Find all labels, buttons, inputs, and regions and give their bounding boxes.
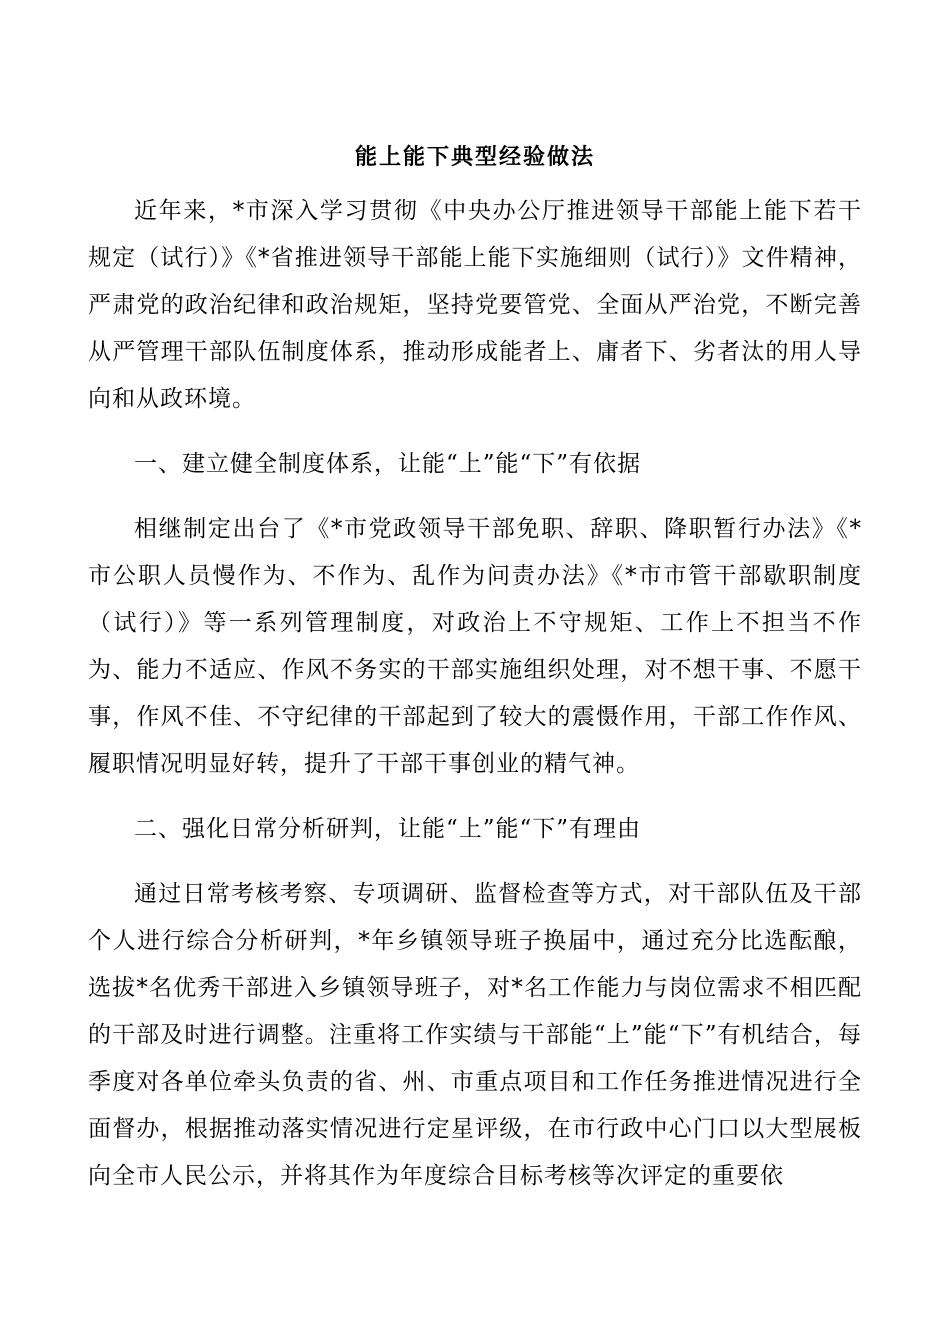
paragraph-gap bbox=[88, 853, 862, 871]
section-heading-2: 二、强化日常分析研判，让能“上”能“下”有理由 bbox=[134, 816, 642, 842]
paragraph-gap bbox=[88, 488, 862, 506]
document-body bbox=[88, 188, 862, 1200]
paragraph-gap bbox=[88, 423, 862, 441]
paragraph-intro: 近年来，*市深入学习贯彻《中央办公厅推进领导干部能上能下若干规定（试行）》《*省推进领导干部能上能下实施细则（试行）》文件精神，严肃党的政治纪律和政治规矩，坚持党要管党、全面从严治党，不断完善从严管理干部队伍制度体系，推动形成能者上、庸者下、劣者汰的用人导向和从政环境。 bbox=[88, 198, 862, 412]
paragraph-section-2: 通过日常考核考察、专项调研、监督检查等方式，对干部队伍及干部个人进行综合分析研判，*年乡镇领导班子换届中，通过充分比选酝酿，选拔*名优秀干部进入乡镇领导班子，对*名工作能力与岗位需求不相匹配的干部及时进行调整。注重将工作实绩与干部能“上”能“下”有机结合，每季度对各单位牵头负责的省、州、市重点项目和工作任务推进情况进行全面督办，根据推动落实情况进行定星评级，在市行政中心门口以大型展板向全市人民公示，并将其作为年度综合目标考核等次评定的重要依 bbox=[88, 881, 862, 1189]
section-heading-1: 一、建立健全制度体系，让能“上”能“下”有依据 bbox=[134, 451, 642, 477]
document-title: 能上能下典型经验做法 bbox=[354, 144, 595, 170]
paragraph-section-1: 相继制定出台了《*市党政领导干部免职、辞职、降职暂行办法》《*市公职人员慢作为、不作为、乱作为问责办法》《*市市管干部歇职制度（试行）》等一系列管理制度，对政治上不守规矩、工作上不担当不作为、能力不适应、作风不务实的干部实施组织处理，对不想干事、不愿干事，作风不佳、不守纪律的干部起到了较大的震慑作用，干部工作作风、履职情况明显好转，提升了干部干事创业的精气神。 bbox=[88, 516, 862, 777]
paragraph-gap bbox=[88, 788, 862, 806]
